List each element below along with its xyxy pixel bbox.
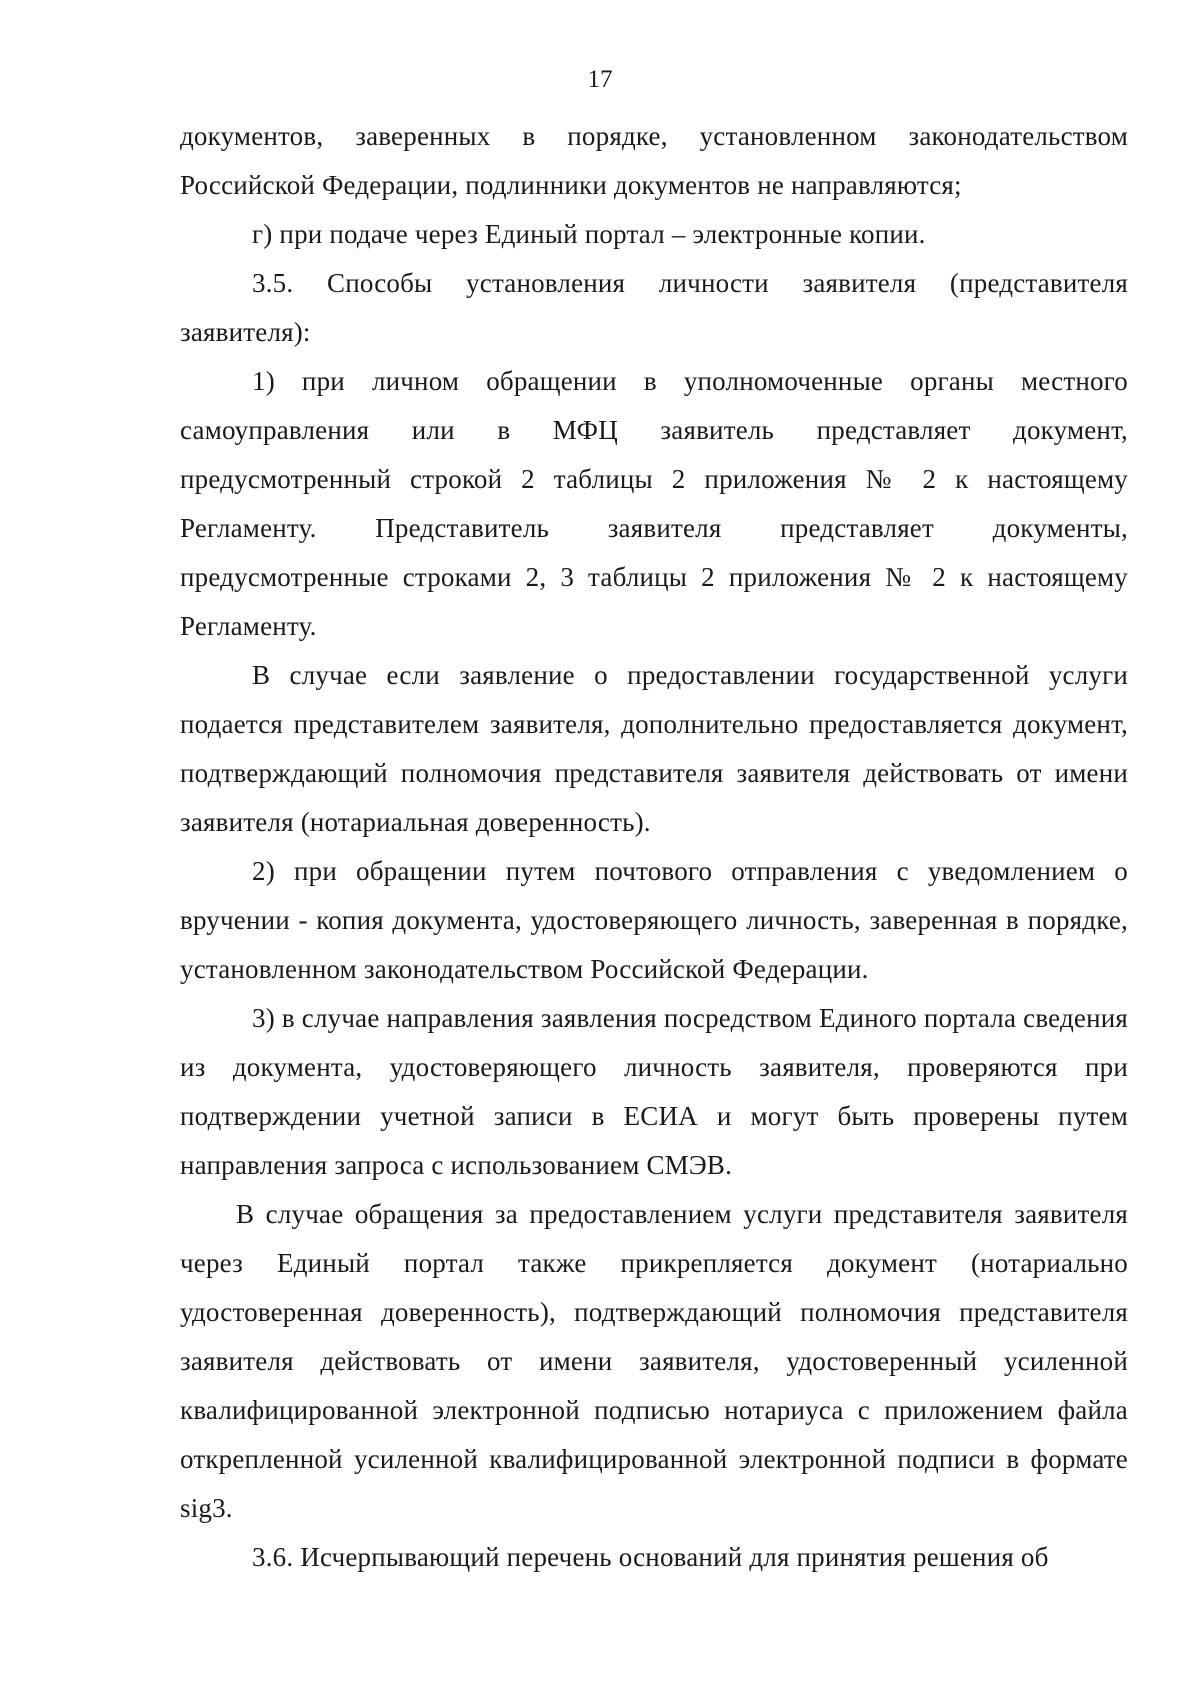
paragraph-item-2: 2) при обращении путем почтового отправления с уведомлением о вручении - копия документа, удостоверяющего личность, заверенная в порядке, установленном законодательством Российской Федерации. — [180, 856, 1128, 984]
page-number: 17 — [587, 66, 613, 93]
paragraph-continuation: документов, заверенных в порядке, установленном законодательством Российской Федерации, подлинники документов не направляются; — [180, 121, 1128, 200]
paragraph-portal-representative: В случае обращения за предоставлением услуги представителя заявителя через Единый портал также прикрепляется документ (нотариально удостоверенная доверенность), подтверждающий полномочия представителя заявителя действовать от имени заявителя, удостоверенный усиленной квалифицированной электронной подписью нотариуса с приложением файла открепленной усиленной квалифицированной электронной подписи в формате sig3. — [180, 1199, 1128, 1523]
document-body — [180, 112, 1128, 1582]
paragraph-item-3: 3) в случае направления заявления посредством Единого портала сведения из документа, удостоверяющего личность заявителя, проверяются при подтверждении учетной записи в ЕСИА и могут быть проверены путем направления запроса с использованием СМЭВ. — [180, 1003, 1128, 1180]
paragraph-section-3-6: 3.6. Исчерпывающий перечень оснований для принятия решения об — [252, 1542, 1049, 1572]
paragraph-item-1: 1) при личном обращении в уполномоченные органы местного самоуправления или в МФЦ заявитель представляет документ, предусмотренный строкой 2 таблицы 2 приложения № 2 к настоящему Регламенту. Представитель заявителя представляет документы, предусмотренные строками 2, 3 таблицы 2 приложения № 2 к настоящему Регламенту. — [180, 366, 1128, 641]
paragraph-section-3-5: 3.5. Способы установления личности заявителя (представителя заявителя): — [180, 268, 1128, 347]
paragraph-representative-case: В случае если заявление о предоставлении государственной услуги подается представителем заявителя, дополнительно предоставляется документ, подтверждающий полномочия представителя заявителя действовать от имени заявителя (нотариальная доверенность). — [180, 660, 1128, 837]
paragraph-item-g: г) при подаче через Единый портал – электронные копии. — [252, 219, 926, 249]
